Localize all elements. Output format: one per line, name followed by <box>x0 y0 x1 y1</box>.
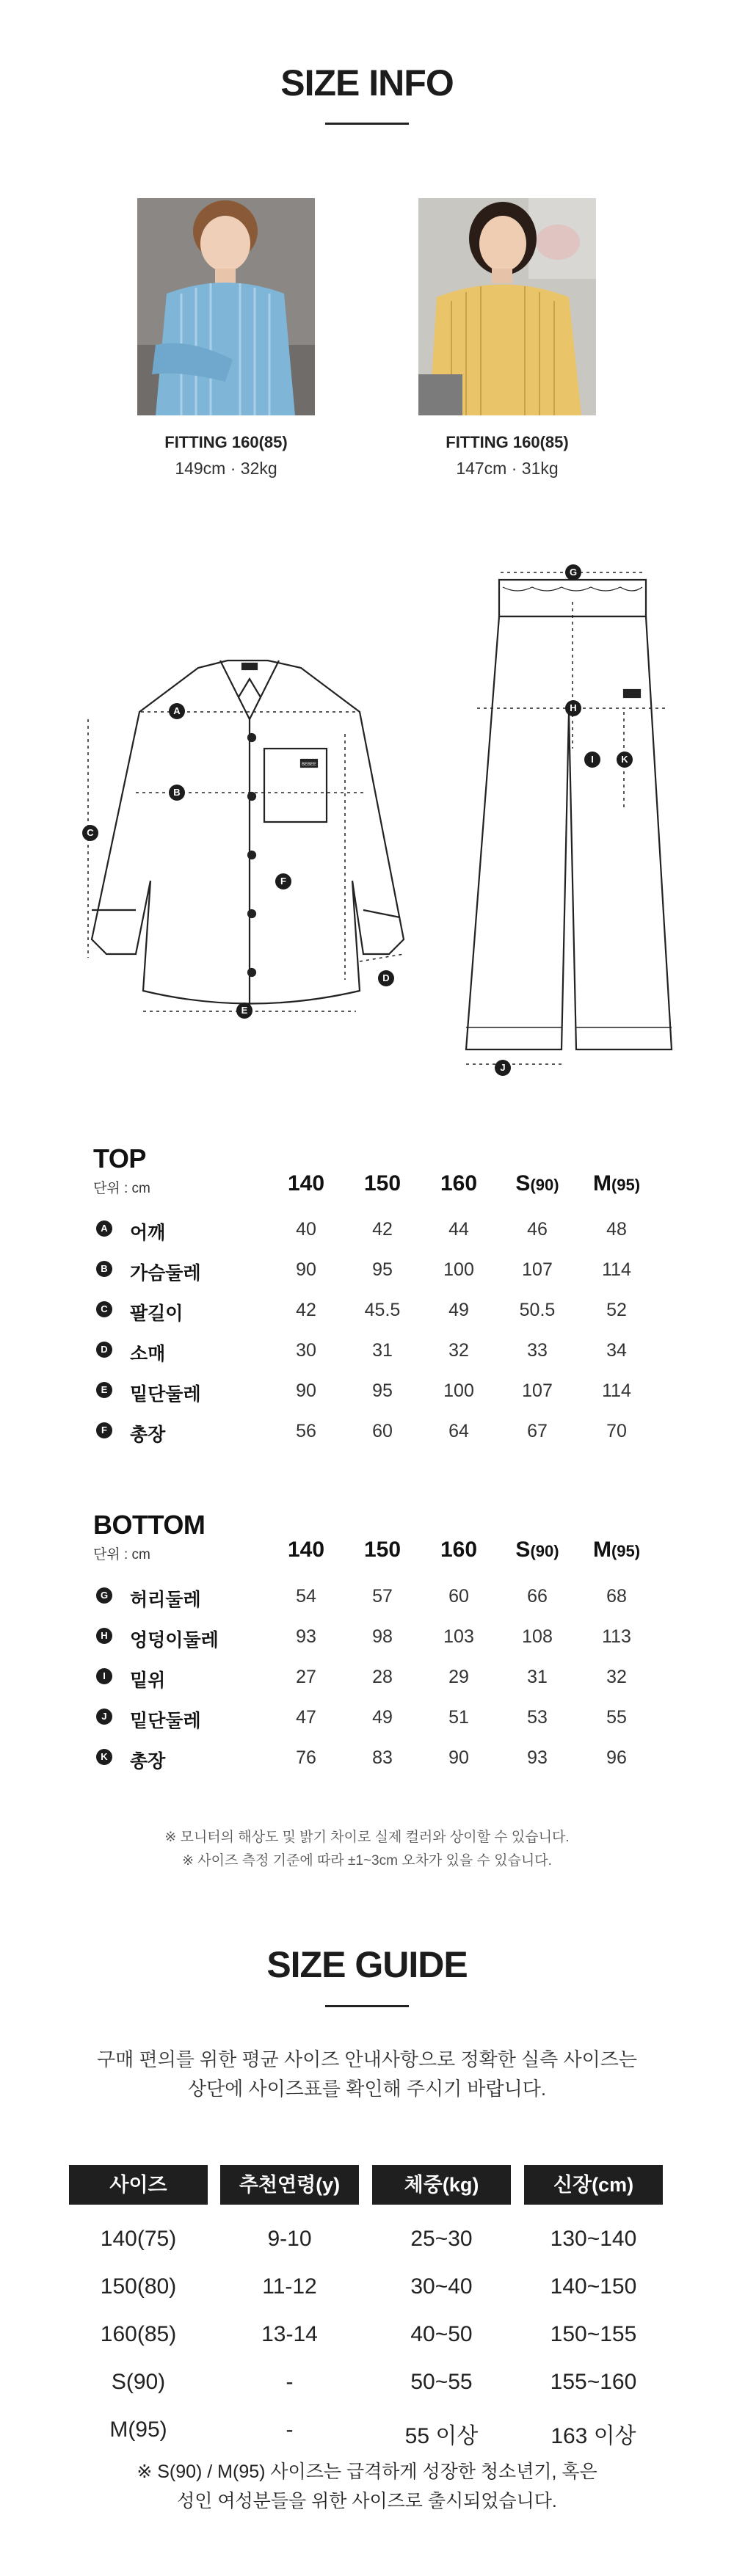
row-value: 47 <box>296 1707 316 1728</box>
diagram-badge-d: D <box>378 970 394 986</box>
row-badge: H <box>96 1628 112 1644</box>
model-fitting-label-2: FITTING 160(85) <box>446 433 569 451</box>
row-value: 44 <box>448 1219 469 1240</box>
row-value: 113 <box>602 1626 631 1647</box>
foot-line: ※ S(90) / M(95) 사이즈는 급격하게 성장한 청소년기, 혹은 <box>137 2462 597 2482</box>
row-label: 소매 <box>130 1344 166 1364</box>
guide-cell: 25~30 <box>410 2227 473 2251</box>
model-measure-1: 149cm · 32kg <box>175 459 277 478</box>
row-label: 총장 <box>130 1751 166 1772</box>
guide-cell: 140~150 <box>550 2274 637 2299</box>
size-guide-underline <box>325 2005 409 2007</box>
row-badge: B <box>96 1261 112 1277</box>
guide-head-weight: 체중(kg) <box>372 2165 511 2205</box>
top-col-160: 160 <box>440 1171 478 1196</box>
pants-measurement-diagram <box>448 565 690 1094</box>
bottom-col-160: 160 <box>440 1538 478 1562</box>
bottom-col-140: 140 <box>287 1538 325 1562</box>
row-value: 93 <box>527 1747 548 1768</box>
row-badge: I <box>96 1668 112 1684</box>
row-label: 밑위 <box>130 1670 166 1691</box>
guide-head-age: 추천연령(y) <box>220 2165 359 2205</box>
shirt-tag-text: BEBEE <box>301 763 317 767</box>
row-value: 83 <box>372 1747 393 1768</box>
diagram-badge-f: F <box>275 873 291 889</box>
guide-cell: 150~155 <box>550 2322 637 2346</box>
row-value: 95 <box>372 1259 393 1280</box>
guide-cell: - <box>286 2417 294 2442</box>
foot-line: 성인 여성분들을 위한 사이즈로 출시되었습니다. <box>177 2491 557 2511</box>
guide-head-size: 사이즈 <box>69 2165 208 2205</box>
diagram-badge-g: G <box>565 564 581 581</box>
row-badge: K <box>96 1749 112 1765</box>
row-label: 어깨 <box>130 1223 166 1243</box>
row-value: 98 <box>372 1626 393 1647</box>
row-value: 56 <box>296 1421 316 1441</box>
row-badge: F <box>96 1422 112 1438</box>
row-label: 밑단둘레 <box>130 1711 201 1731</box>
size-guide-title: SIZE GUIDE <box>266 1944 468 1985</box>
model-measure-2: 147cm · 31kg <box>456 459 559 478</box>
row-value: 93 <box>296 1626 316 1647</box>
row-value: 90 <box>448 1747 469 1768</box>
table-row <box>93 1332 666 1369</box>
row-label: 가슴둘레 <box>130 1263 201 1284</box>
row-value: 90 <box>296 1259 316 1280</box>
size-info-underline <box>325 123 409 125</box>
top-col-140: 140 <box>287 1171 325 1196</box>
top-col-s90: S(90) <box>515 1171 559 1196</box>
row-value: 96 <box>606 1747 627 1768</box>
guide-cell: 11-12 <box>262 2274 317 2299</box>
bottom-table-unit: 단위 : cm <box>93 1547 150 1562</box>
row-badge: D <box>96 1342 112 1358</box>
row-value: 33 <box>527 1340 548 1361</box>
row-value: 53 <box>527 1707 548 1728</box>
row-value: 114 <box>602 1259 631 1280</box>
row-value: 70 <box>606 1421 627 1441</box>
row-value: 64 <box>448 1421 469 1441</box>
row-value: 40 <box>296 1219 316 1240</box>
row-value: 50.5 <box>519 1300 556 1320</box>
row-value: 95 <box>372 1380 393 1401</box>
row-value: 32 <box>448 1340 469 1361</box>
table-row <box>93 1413 666 1449</box>
row-label: 밑단둘레 <box>130 1384 201 1405</box>
note-line: ※ 모니터의 해상도 및 밝기 차이로 실제 컬러와 상이할 수 있습니다. <box>164 1830 570 1845</box>
guide-cell: 163 이상 <box>550 2424 636 2448</box>
guide-cell: - <box>286 2370 294 2394</box>
table-row <box>93 1292 666 1328</box>
guide-cell: 155~160 <box>550 2370 637 2394</box>
table-row <box>93 1739 666 1776</box>
guide-row <box>0 2358 734 2406</box>
row-label: 총장 <box>130 1425 166 1445</box>
row-value: 48 <box>606 1219 627 1240</box>
guide-row <box>0 2406 734 2454</box>
row-value: 54 <box>296 1586 316 1607</box>
disclaimer-notes <box>0 1826 734 1873</box>
table-row <box>93 1251 666 1288</box>
row-value: 67 <box>527 1421 548 1441</box>
guide-cell: 150(80) <box>100 2274 177 2299</box>
row-value: 42 <box>372 1219 393 1240</box>
size-guide-footnote <box>0 2457 734 2516</box>
row-value: 52 <box>606 1300 627 1320</box>
guide-cell: 9-10 <box>267 2227 312 2251</box>
diagram-badge-e: E <box>236 1003 252 1019</box>
bottom-col-m95: M(95) <box>592 1538 641 1562</box>
row-value: 46 <box>527 1219 548 1240</box>
top-col-m95: M(95) <box>592 1171 641 1196</box>
bottom-col-s90: S(90) <box>515 1538 559 1562</box>
row-label: 팔길이 <box>130 1303 184 1324</box>
row-value: 28 <box>372 1667 393 1687</box>
row-value: 31 <box>372 1340 393 1361</box>
row-value: 27 <box>296 1667 316 1687</box>
top-table-unit: 단위 : cm <box>93 1181 150 1196</box>
row-label: 엉덩이둘레 <box>130 1630 219 1651</box>
bottom-table-title: BOTTOM <box>93 1510 206 1540</box>
guide-cell: M(95) <box>109 2417 167 2442</box>
guide-head-height: 신장(cm) <box>524 2165 663 2205</box>
table-row <box>93 1372 666 1409</box>
guide-cell: 160(85) <box>100 2322 177 2346</box>
row-value: 32 <box>606 1667 627 1687</box>
diagram-badge-a: A <box>169 703 185 719</box>
model-photo-boy <box>137 198 315 415</box>
row-value: 30 <box>296 1340 316 1361</box>
size-info-title: SIZE INFO <box>280 62 454 103</box>
row-value: 51 <box>448 1707 469 1728</box>
guide-cell: 50~55 <box>410 2370 473 2394</box>
row-value: 29 <box>448 1667 469 1687</box>
row-value: 42 <box>296 1300 316 1320</box>
model-photo-girl <box>418 198 596 415</box>
row-value: 49 <box>372 1707 393 1728</box>
row-value: 34 <box>606 1340 627 1361</box>
row-value: 57 <box>372 1586 393 1607</box>
size-guide-description <box>0 2045 734 2103</box>
row-value: 90 <box>296 1380 316 1401</box>
row-badge: C <box>96 1301 112 1317</box>
model-fitting-label-1: FITTING 160(85) <box>164 433 288 451</box>
row-value: 55 <box>606 1707 627 1728</box>
note-line: ※ 사이즈 측정 기준에 따라 ±1~3cm 오차가 있을 수 있습니다. <box>182 1853 552 1869</box>
guide-row <box>0 2263 734 2311</box>
desc-line: 구매 편의를 위한 평균 사이즈 안내사항으로 정확한 실측 사이즈는 <box>97 2048 637 2070</box>
row-value: 114 <box>602 1380 631 1401</box>
row-badge: A <box>96 1220 112 1237</box>
table-row <box>93 1211 666 1248</box>
top-table-title: TOP <box>93 1143 146 1174</box>
row-value: 31 <box>527 1667 548 1687</box>
diagram-badge-c: C <box>82 825 98 841</box>
shirt-measurement-diagram <box>66 609 426 1027</box>
row-badge: E <box>96 1382 112 1398</box>
top-col-150: 150 <box>363 1171 401 1196</box>
row-value: 107 <box>522 1259 553 1280</box>
diagram-badge-i: I <box>584 752 600 768</box>
guide-cell: 13-14 <box>261 2322 318 2346</box>
row-badge: J <box>96 1709 112 1725</box>
table-row <box>93 1699 666 1736</box>
row-value: 60 <box>448 1586 469 1607</box>
row-value: 68 <box>606 1586 627 1607</box>
row-value: 60 <box>372 1421 393 1441</box>
diagram-badge-j: J <box>495 1060 511 1076</box>
row-value: 108 <box>522 1626 553 1647</box>
table-row <box>93 1618 666 1655</box>
diagram-badge-b: B <box>169 785 185 801</box>
guide-cell: 140(75) <box>100 2227 177 2251</box>
diagram-badge-h: H <box>565 700 581 716</box>
row-value: 107 <box>522 1380 553 1401</box>
table-row <box>93 1578 666 1615</box>
row-value: 45.5 <box>364 1300 401 1320</box>
row-badge: G <box>96 1587 112 1604</box>
table-row <box>93 1659 666 1695</box>
diagram-badge-k: K <box>617 752 633 768</box>
desc-line: 상단에 사이즈표를 확인해 주시기 바랍니다. <box>187 2078 547 2100</box>
guide-cell: S(90) <box>111 2370 166 2394</box>
row-value: 100 <box>443 1259 474 1280</box>
guide-cell: 30~40 <box>410 2274 473 2299</box>
row-value: 49 <box>448 1300 469 1320</box>
row-value: 100 <box>443 1380 474 1401</box>
row-value: 76 <box>296 1747 316 1768</box>
bottom-col-150: 150 <box>363 1538 401 1562</box>
guide-cell: 55 이상 <box>404 2424 479 2448</box>
row-label: 허리둘레 <box>130 1590 201 1610</box>
guide-row <box>0 2310 734 2359</box>
guide-cell: 40~50 <box>410 2322 473 2346</box>
guide-row <box>0 2215 734 2263</box>
row-value: 66 <box>527 1586 548 1607</box>
guide-cell: 130~140 <box>550 2227 637 2251</box>
row-value: 103 <box>443 1626 474 1647</box>
